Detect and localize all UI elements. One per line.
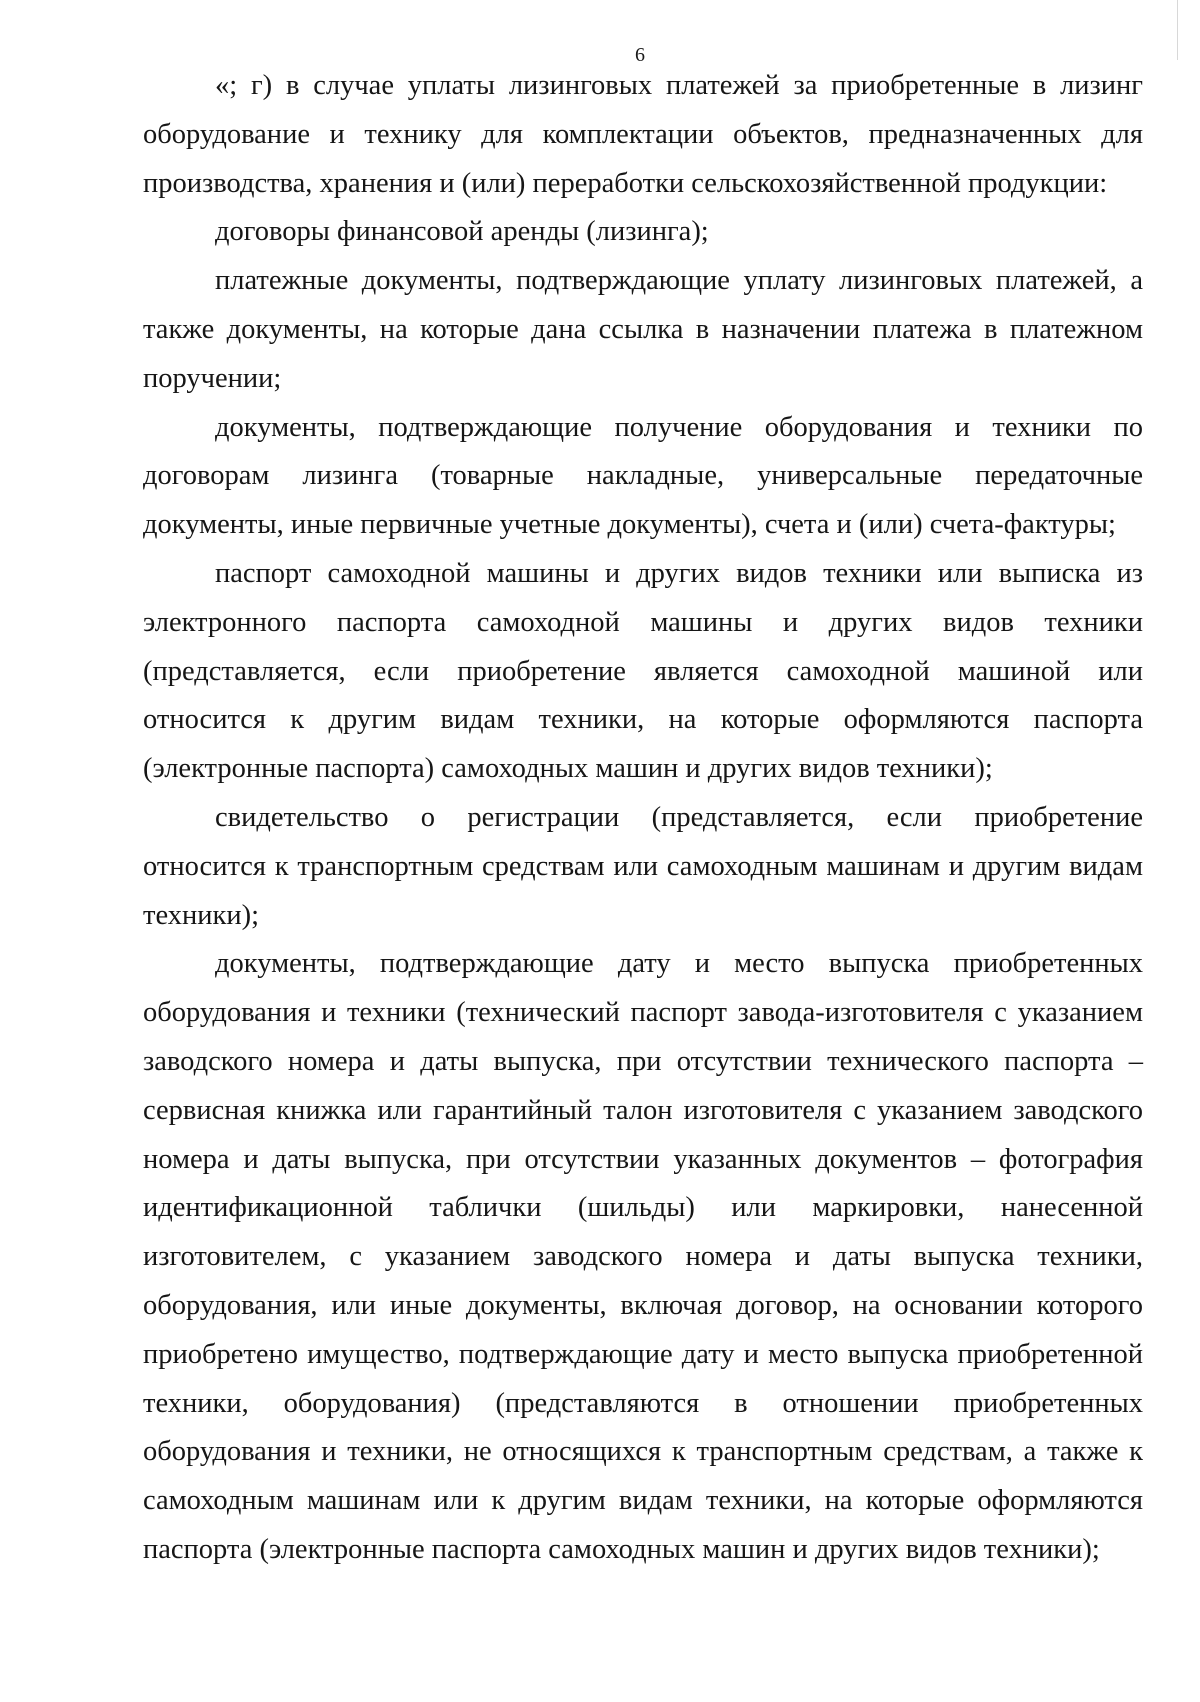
page-number: 6 xyxy=(635,44,645,66)
paragraph-registration-certificate: свидетельство о регистрации (представляется, если приобретение относится к транспортным средствам или самоходным машинам и другим видам техники); xyxy=(143,801,1143,931)
paragraph-lease-contracts: договоры финансовой аренды (лизинга); xyxy=(215,216,709,248)
document-body xyxy=(143,62,1143,1575)
paragraph-receipt-documents: документы, подтверждающие получение оборудования и техники по договорам лизинга (товарные накладные, универсальные передаточные документы, иные первичные учетные документы), счета и (или) счета-фактуры; xyxy=(143,411,1143,541)
paragraph-lease-payments-intro: «; г) в случае уплаты лизинговых платежей за приобретенные в лизинг оборудование и технику для комплектации объектов, предназначенных для производства, хранения и (или) переработки сельскохозяйственной продукции: xyxy=(143,70,1143,199)
paragraph-manufacture-documents: документы, подтверждающие дату и место выпуска приобретенных оборудования и техники (технический паспорт завода-изготовителя с указанием заводского номера и даты выпуска, при отсутствии технического паспорта – сервисная книжка или гарантийный талон изготовителя с указанием заводского номера и даты выпуска, при отсутствии указанных документов – фотография идентификационной таблички (шильды) или маркировки, нанесенной изготовителем, с указанием заводского номера и даты выпуска техники, оборудования, или иные документы, включая договор, на основании которого приобретено имущество, подтверждающие дату и место выпуска приобретенной техники, оборудования) (представляются в отношении приобретенных оборудования и техники, не относящихся к транспортным средствам, а также к самоходным машинам или к другим видам техники, на которые оформляются паспорта (электронные паспорта самоходных машин и других видов техники); xyxy=(143,948,1143,1565)
paragraph-machine-passport: паспорт самоходной машины и других видов техники или выписка из электронного паспорта самоходной машины и других видов техники (представляется, если приобретение является самоходной машиной или относится к другим видам техники, на которые оформляются паспорта (электронные паспорта) самоходных машин и других видов техники); xyxy=(143,557,1143,785)
paragraph-payment-documents: платежные документы, подтверждающие уплату лизинговых платежей, а также документы, на которые дана ссылка в назначении платежа в платежном поручении; xyxy=(143,265,1143,394)
